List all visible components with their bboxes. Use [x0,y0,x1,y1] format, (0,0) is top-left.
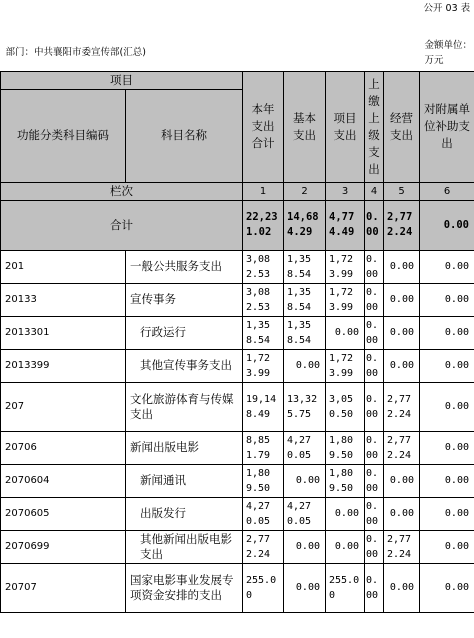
project-header: 项目支出 [326,71,365,182]
index-num: 2 [284,182,326,200]
basic-value: 4,270.05 [284,431,326,464]
subject-code: 20706 [1,431,126,464]
project-value: 1,723.99 [326,250,365,283]
basic-header: 基本支出 [284,71,326,182]
table-row [1,464,474,497]
basic-value: 1,358.54 [284,250,326,283]
business-value: 0.00 [384,250,420,283]
department-label: 部门：中共襄阳市委宣传部(汇总) [5,47,146,59]
code-header: 功能分类科目编码 [1,89,126,182]
upper-value: 0.00 [365,250,384,283]
table-row [1,250,474,283]
project-value: 1,809.50 [326,464,365,497]
subject-code: 2070699 [1,530,126,563]
total-value: 3,082.53 [243,250,284,283]
subject-code: 2070605 [1,497,126,530]
basic-value: 0.00 [284,563,326,612]
subsidy-value: 0.00 [420,349,474,382]
basic-value: 1,358.54 [284,283,326,316]
business-value: 2,772.24 [384,431,420,464]
subject-name: 宣传事务 [126,283,243,316]
upper-value: 0.00 [365,563,384,612]
project-value: 4,774.49 [326,200,365,250]
index-num: 3 [326,182,365,200]
subject-code: 20707 [1,563,126,612]
basic-value: 13,325.75 [284,382,326,431]
blank-cell [1,0,126,35]
subsidy-value: 0.00 [420,283,474,316]
project-value: 3,050.50 [326,382,365,431]
index-label: 栏次 [1,182,243,200]
project-value: 0.00 [326,497,365,530]
project-value: 1,723.99 [326,349,365,382]
project-value: 1,723.99 [326,283,365,316]
index-num: 5 [384,182,420,200]
basic-value: 0.00 [284,530,326,563]
unit-label: 金额单位：万元 [424,39,473,66]
name-header: 科目名称 [126,89,243,182]
basic-value: 0.00 [284,349,326,382]
project-value: 0.00 [326,316,365,349]
subject-name: 行政运行 [126,316,243,349]
total-value: 1,809.50 [243,464,284,497]
project-value: 0.00 [326,530,365,563]
upper-value: 0.00 [365,464,384,497]
total-value: 2,772.24 [243,530,284,563]
project-value: 1,809.50 [326,431,365,464]
subsidy-value: 0.00 [420,250,474,283]
upper-value: 0.00 [365,530,384,563]
subsidy-value: 0.00 [420,530,474,563]
subject-code: 20133 [1,283,126,316]
subject-name: 出版发行 [126,497,243,530]
subject-code: 2070604 [1,464,126,497]
upper-value: 0.00 [365,349,384,382]
subject-name: 国家电影事业发展专项资金安排的支出 [126,563,243,612]
total-value: 1,358.54 [243,316,284,349]
index-num: 6 [420,182,474,200]
business-value: 2,772.24 [384,200,420,250]
subsidy-value: 0.00 [420,316,474,349]
table-row [1,316,474,349]
subject-name: 文化旅游体育与传媒支出 [126,382,243,431]
upper-value: 0.00 [365,200,384,250]
project-value: 255.00 [326,563,365,612]
subject-name: 一般公共服务支出 [126,250,243,283]
total-value: 22,231.02 [243,200,284,250]
basic-value: 4,270.05 [284,497,326,530]
upper-value: 0.00 [365,316,384,349]
table-row [1,497,474,530]
total-value: 19,148.49 [243,382,284,431]
total-value: 255.00 [243,563,284,612]
data-rows [1,250,474,612]
subsidy-value: 0.00 [420,382,474,431]
business-value: 0.00 [384,497,420,530]
total-label: 合计 [1,200,243,250]
business-value: 0.00 [384,283,420,316]
subsidy-value: 0.00 [420,563,474,612]
table-row [1,431,474,464]
subsidy-value: 0.00 [420,464,474,497]
business-header: 经营支出 [384,71,420,182]
table-row [1,563,474,612]
subject-code: 207 [1,382,126,431]
total-header: 本年支出合计 [243,71,284,182]
business-value: 0.00 [384,316,420,349]
upper-header: 上缴上级支出 [365,71,384,182]
total-value: 4,270.05 [243,497,284,530]
subject-name: 新闻出版电影 [126,431,243,464]
subsidy-value: 0.00 [420,497,474,530]
business-value: 0.00 [384,349,420,382]
subsidy-value: 0.00 [420,200,474,250]
business-value: 0.00 [384,464,420,497]
business-value: 2,772.24 [384,530,420,563]
subject-name: 其他宣传事务支出 [126,349,243,382]
table-row [1,382,474,431]
table-row [1,283,474,316]
basic-value: 14,684.29 [284,200,326,250]
basic-value: 0.00 [284,464,326,497]
total-value: 3,082.53 [243,283,284,316]
form-number: 公开 03 表 [423,3,471,14]
upper-value: 0.00 [365,431,384,464]
subject-name: 新闻通讯 [126,464,243,497]
table-row [1,530,474,563]
business-value: 2,772.24 [384,382,420,431]
subsidy-header: 对附属单位补助支出 [420,71,474,182]
subject-name: 其他新闻出版电影支出 [126,530,243,563]
subject-code: 201 [1,250,126,283]
index-num: 1 [243,182,284,200]
business-value: 0.00 [384,563,420,612]
upper-value: 0.00 [365,382,384,431]
basic-value: 1,358.54 [284,316,326,349]
total-value: 8,851.79 [243,431,284,464]
item-header: 项目 [1,71,243,89]
upper-value: 0.00 [365,497,384,530]
upper-value: 0.00 [365,283,384,316]
index-num: 4 [365,182,384,200]
subsidy-value: 0.00 [420,431,474,464]
total-value: 1,723.99 [243,349,284,382]
table-row [1,349,474,382]
subject-code: 2013301 [1,316,126,349]
subject-code: 2013399 [1,349,126,382]
